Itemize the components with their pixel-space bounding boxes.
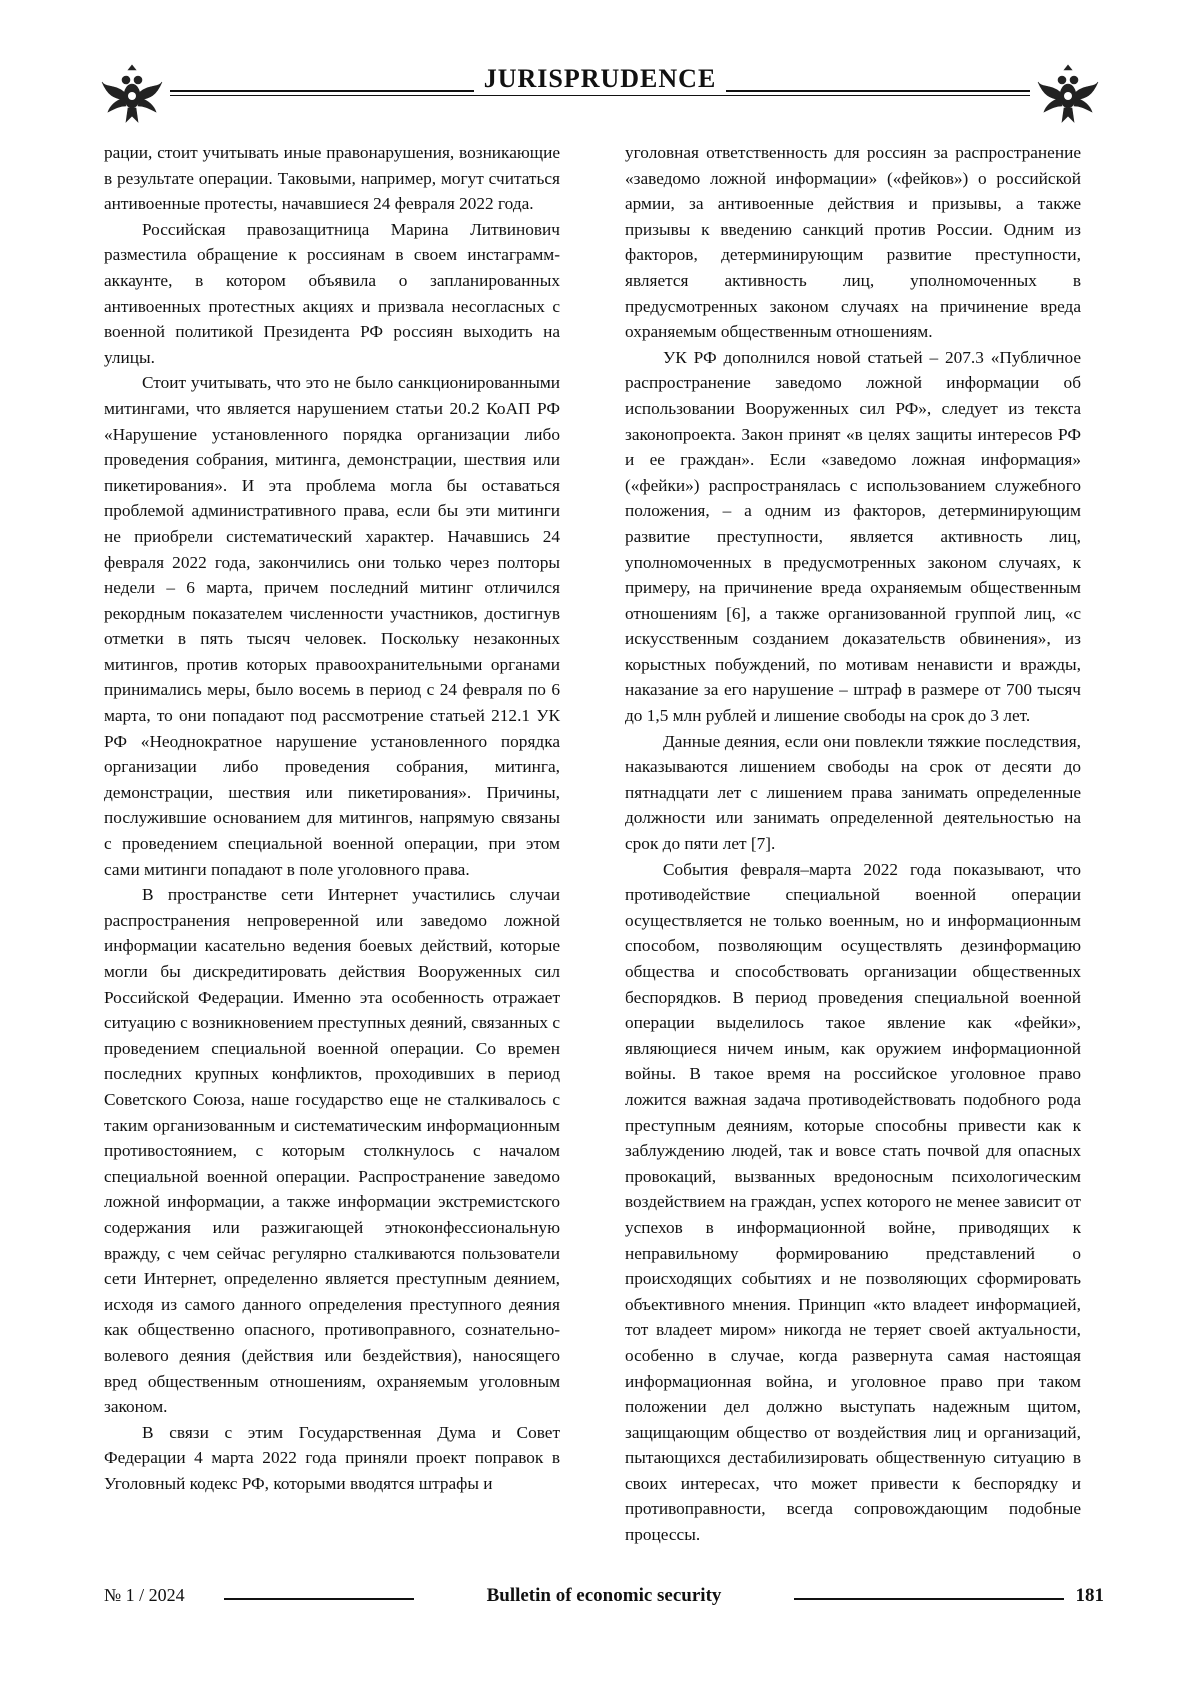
section-title: JURISPRUDENCE — [100, 64, 1100, 94]
paragraph: События февраля–марта 2022 года показывают, что противодействие специальной военной операции осуществляется не только военным, но и информационным способом, позволяющим осуществлять дезинформацию общества и способствовать организации общественных беспорядков. В период проведения специальной военной операции выделилось такое явление как «фейки», являющиеся ничем иным, как оружием информационной войны. В такое время на российское уголовное право ложится важная задача противодействовать подобного рода преступным деяниям, которые способны привести как к заблуждению людей, так и вовсе стать почвой для опасных провокаций, вызванных вредоносным психологическим воздействием на граждан, успех которого не менее зависит от успехов в информационной войне, приводящих к неправильному формированию представлений о происходящих событиях и не позволяющих сформировать объективного мнения. Принцип «кто владеет информацией, тот владеет миром» никогда не теряет своей актуальности, особенно в случае, когда развернута самая настоящая информационная война, и уголовное право при таком положении дел должно выступать надежным щитом, защищающим общество от воздействия лиц и организаций, пытающихся дестабилизировать общественную ситуацию в своих интересах, что может привести к беспорядку и противоправности, всегда сопровождающим подобные процессы. — [625, 857, 1081, 1548]
double-headed-eagle-emblem-icon — [1036, 62, 1100, 126]
paragraph: Данные деяния, если они повлекли тяжкие последствия, наказываются лишением свободы на срок от десяти до пятнадцати лет с лишением права занимать определенные должности или занимать определенной деятельностью на срок до пяти лет [7]. — [625, 729, 1081, 857]
left-column — [104, 140, 560, 1496]
page-footer — [104, 1585, 1104, 1615]
journal-title: Bulletin of economic security — [104, 1585, 1104, 1607]
paragraph: УК РФ дополнился новой статьей – 207.3 «Публичное распространение заведомо ложной информации об использовании Вооруженных сил РФ», следует из текста законопроекта. Закон принят «в целях защиты интересов РФ и ее граждан». Если «заведомо ложная информация» («фейки») распространялась с использованием служебного положения, – а одним из факторов, детерминирующим развитие преступности, является активность лиц, уполномоченных в предусмотренных законом случаях, к примеру, на причинение вреда охраняемым общественным отношениям [6], а также организованной группой лиц, «с искусственным созданием доказательств обвинения», из корыстных побуждений, по мотивам ненависти и вражды, наказание за его нарушение – штраф в размере от 700 тысяч до 1,5 млн рублей и лишение свободы на срок до 3 лет. — [625, 345, 1081, 729]
header-rule — [170, 95, 1030, 96]
paragraph: Российская правозащитница Марина Литвинович разместила обращение к россиянам в своем инстаграмм-аккаунте, в котором объявила о запланированных антивоенных протестных акциях и призвала несогласных с военной политикой Президента РФ россиян выходить на улицы. — [104, 217, 560, 371]
paragraph: уголовная ответственность для россиян за распространение «заведомо ложной информации» («фейков») о российской армии, за антивоенные действия и призывы, а также призывы к введению санкций против России. Одним из факторов, детерминирующим развитие преступности, является активность лиц, уполномоченных в предусмотренных законом случаях на причинение вреда охраняемым общественным отношениям. — [625, 140, 1081, 345]
paragraph: В пространстве сети Интернет участились случаи распространения непроверенной или заведомо ложной информации касательно ведения боевых действий, которые могли бы дискредитировать действия Вооруженных сил Российской Федерации. Именно эта особенность отражает ситуацию с возникновением преступных деяний, связанных с проведением специальной военной операции. Со времен последних крупных конфликтов, проходивших в период Советского Союза, наше государство еще не сталкивалось с таким организованным и систематическим информационным противостоянием, с которым столкнулось с началом специальной военной операции. Распространение заведомо ложной информации, а также информации экстремистского содержания или разжигающей этноконфессиональную вражду, с чем сейчас регулярно сталкиваются пользователи сети Интернет, определенно является преступным деянием, исходя из самого данного определения преступного деяния как общественно опасного, противоправного, сознательно-волевого деяния (действия или бездействия), наносящего вред общественным отношениям, охраняемым уголовным законом. — [104, 882, 560, 1419]
paragraph: рации, стоит учитывать иные правонарушения, возникающие в результате операции. Таковыми, например, могут считаться антивоенные протесты, начавшиеся 24 февраля 2022 года. — [104, 140, 560, 217]
page-header — [100, 58, 1100, 128]
page-number: 181 — [1076, 1585, 1105, 1607]
right-column — [625, 140, 1081, 1548]
issue-number: № 1 / 2024 — [104, 1585, 185, 1606]
footer-rule — [794, 1598, 1064, 1600]
paragraph: Стоит учитывать, что это не было санкционированными митингами, что является нарушением статьи 20.2 КоАП РФ «Нарушение установленного порядка организации либо проведения собрания, митинга, демонстрации, шествия или пикетирования». И эта проблема могла бы оставаться проблемой административного права, если бы эти митинги не приобрели систематический характер. Начавшись 24 февраля 2022 года, закончились они только через полторы недели – 6 марта, причем последний митинг отличился рекордным показателем численности участников, достигнув отметки в пять тысяч человек. Поскольку незаконных митингов, против которых правоохранительными органами принимались меры, было восемь в период с 24 февраля по 6 марта, то они попадают под рассмотрение статьей 212.1 УК РФ «Неоднократное нарушение установленного порядка организации либо проведения собрания, митинга, демонстрации, шествия или пикетирования». Причины, послужившие основанием для митингов, напрямую связаны с проведением специальной военной операции, при этом сами митинги попадают в поле уголовного права. — [104, 370, 560, 882]
paragraph: В связи с этим Государственная Дума и Совет Федерации 4 марта 2022 года приняли проект поправок в Уголовный кодекс РФ, которыми вводятся штрафы и — [104, 1420, 560, 1497]
